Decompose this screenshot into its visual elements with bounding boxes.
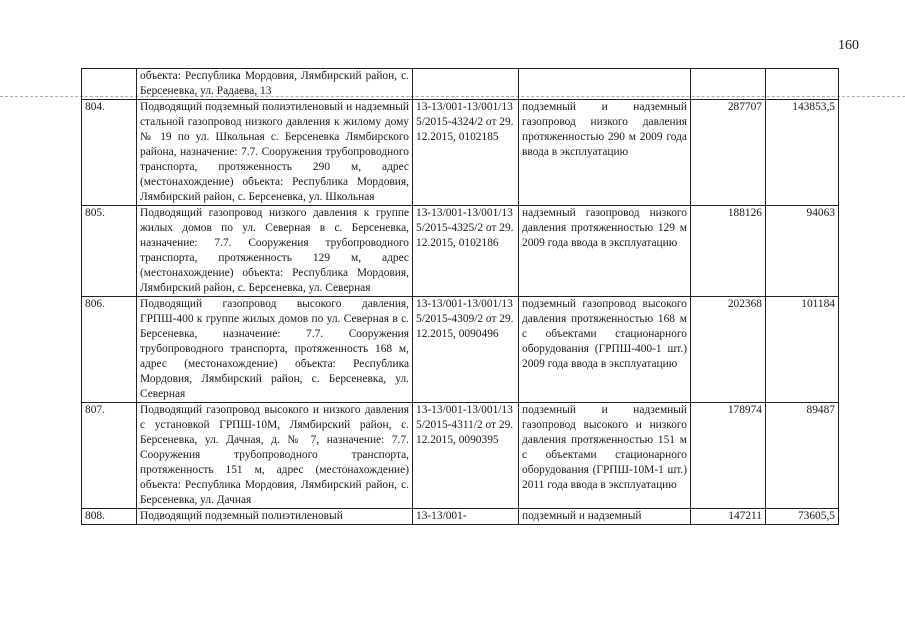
- table-row-808: [82, 509, 839, 525]
- object-name: объекта: Республика Мордовия, Лямбирский район, с. Берсеневка, ул. Радаева, 13: [137, 69, 413, 100]
- value-cadastral: 188126: [691, 206, 766, 297]
- row-number: 806.: [82, 297, 137, 403]
- object-name: Подводящий подземный полиэтиленовый и надземный стальной газопровод низкого давления к жилому дому № 19 по ул. Школьная с. Берсеневка Лямбирского района, назначение: 7.7. Сооружения трубопроводного транспорта, протяженность 290 м, адрес (местонахождение) объекта: Республика Мордовия, Лямбирский район, с. Берсеневка, ул. Школьная: [137, 100, 413, 206]
- registration-record: 13-13/001-13/001/135/2015-4325/2 от 29.12.2015, 0102186: [413, 206, 519, 297]
- registration-record: 13-13/001-13/001/135/2015-4311/2 от 29.12.2015, 0090395: [413, 403, 519, 509]
- table-row-continuation: [82, 69, 839, 100]
- row-number: 804.: [82, 100, 137, 206]
- object-name: Подводящий газопровод высокого давления, ГРПШ-400 к группе жилых домов по ул. Северная в с. Берсеневка, назначение: 7.7. Сооружения трубопроводного транспорта, протяженность 168 м, адрес (местонахождение) объекта: Республика Мордовия, Лямбирский район, с. Берсеневка, ул. Северная: [137, 297, 413, 403]
- table-row-807: [82, 403, 839, 509]
- table-row-806: [82, 297, 839, 403]
- object-characteristics: подземный и надземный газопровод низкого давления протяженностью 290 м 2009 года ввода в эксплуатацию: [519, 100, 691, 206]
- value-residual: 94063: [766, 206, 839, 297]
- value-cadastral: 287707: [691, 100, 766, 206]
- row-number: [82, 69, 137, 100]
- value-residual: [766, 69, 839, 100]
- value-cadastral: 178974: [691, 403, 766, 509]
- registration-record: 13-13/001-13/001/135/2015-4324/2 от 29.12.2015, 0102185: [413, 100, 519, 206]
- registration-record: 13-13/001-13/001/135/2015-4309/2 от 29.12.2015, 0090496: [413, 297, 519, 403]
- value-cadastral: 202368: [691, 297, 766, 403]
- value-residual: 143853,5: [766, 100, 839, 206]
- value-residual: 89487: [766, 403, 839, 509]
- value-residual: 73605,5: [766, 509, 839, 525]
- page-number: 160: [838, 38, 859, 53]
- object-characteristics: подземный и надземный: [519, 509, 691, 525]
- value-cadastral: [691, 69, 766, 100]
- value-cadastral: 147211: [691, 509, 766, 525]
- row-number: 805.: [82, 206, 137, 297]
- object-name: Подводящий подземный полиэтиленовый: [137, 509, 413, 525]
- object-characteristics: [519, 69, 691, 100]
- table-row-805: [82, 206, 839, 297]
- property-registry-table: [81, 68, 839, 525]
- object-name: Подводящий газопровод низкого давления к группе жилых домов по ул. Северная в с. Берсеневка, назначение: 7.7. Сооружения трубопроводного транспорта, протяженность 129 м, адрес (местонахождение) объекта: Республика Мордовия, Лямбирский район, с. Берсеневка, ул. Северная: [137, 206, 413, 297]
- registration-record: [413, 69, 519, 100]
- row-number: 807.: [82, 403, 137, 509]
- object-characteristics: подземный и надземный газопровод высокого и низкого давления протяженностью 151 м с объектами стационарного оборудования (ГРПШ-10М-1 шт.) 2011 года ввода в эксплуатацию: [519, 403, 691, 509]
- row-number: 808.: [82, 509, 137, 525]
- registration-record: 13-13/001-: [413, 509, 519, 525]
- object-name: Подводящий газопровод высокого и низкого давления с установкой ГРПШ-10М, Лямбирский район, с. Берсеневка, ул. Дачная, д. № 7, назначение: 7.7. Сооружения трубопроводного транспорта, протяженность 151 м, адрес (местонахождение) объекта: Республика Мордовия, Лямбирский район, с. Берсеневка, ул. Дачная: [137, 403, 413, 509]
- value-residual: 101184: [766, 297, 839, 403]
- object-characteristics: подземный газопровод высокого давления протяженностью 168 м с объектами стационарного оборудования (ГРПШ-400-1 шт.) 2009 года ввода в эксплуатацию: [519, 297, 691, 403]
- object-characteristics: надземный газопровод низкого давления протяженностью 129 м 2009 года ввода в эксплуатацию: [519, 206, 691, 297]
- table-row-804: [82, 100, 839, 206]
